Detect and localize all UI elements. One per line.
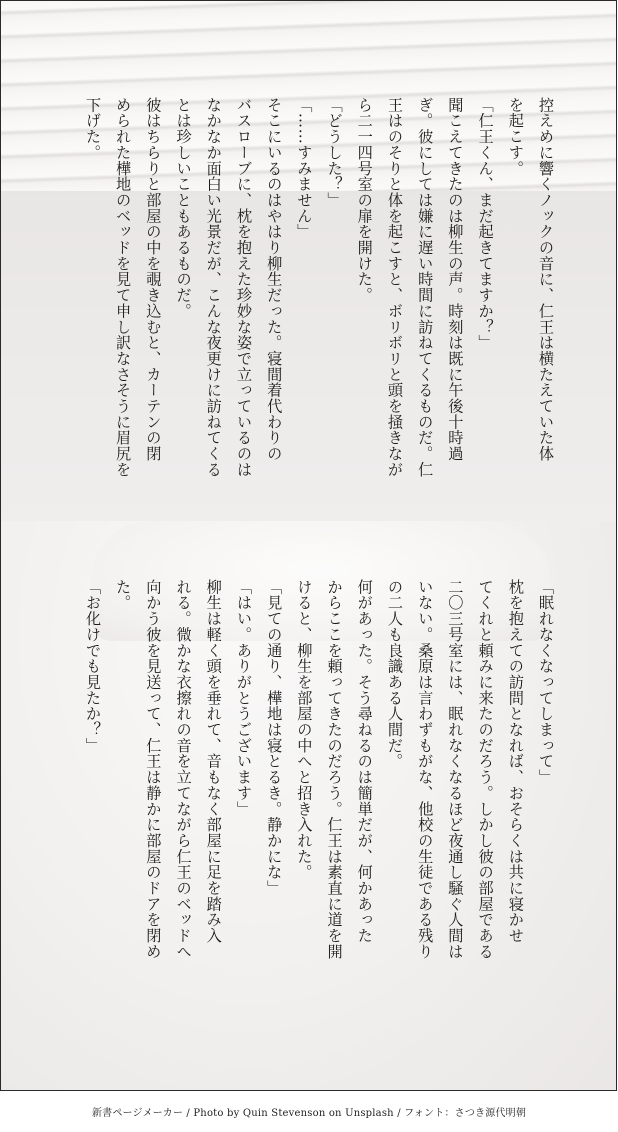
text-line: の二人も良識ある人間だ。 <box>385 579 404 770</box>
text-line: なかなか面白い光景だが、こんな夜更けに訪ねてくる <box>204 97 223 478</box>
text-line: 向かう彼を見送って、仁王は静かに部屋のドアを閉め <box>144 579 163 960</box>
text-line: 「眠れなくなってしまって」 <box>537 579 555 786</box>
lower-text-block <box>78 579 561 1039</box>
text-line: からここを頼ってきたのだろう。仁王は素直に道を開 <box>325 579 344 960</box>
text-line: 何があった。そう尋ねるのは簡単だが、何かあった <box>355 579 374 944</box>
text-line: 枕を抱えての訪問となれば、おそらくは共に寝かせ <box>506 579 525 944</box>
text-line: 「はい。ありがとうございます」 <box>234 579 253 817</box>
text-line: 「お化けでも見たか？」 <box>83 579 102 754</box>
text-line: 聞こえてきたのは柳生の声。時刻は既に午後十時過 <box>446 97 465 462</box>
upper-text-block <box>78 97 561 557</box>
vertical-text-area <box>61 97 561 1077</box>
text-line: 彼はちらりと部屋の中を覗き込むと、カーテンの閉 <box>144 97 163 462</box>
text-line: ら二一四号室の扉を開けた。 <box>355 97 374 304</box>
text-line: 「どうした？」 <box>325 97 344 208</box>
text-line: ぎ。彼にしては嫌に遅い時間に訪ねてくるものだ。仁 <box>416 97 435 478</box>
text-line: てくれと頼みに来たのだろう。しかし彼の部屋である <box>476 579 495 960</box>
text-line: 「……すみません」 <box>295 97 314 240</box>
text-line: バスローブに、枕を抱えた珍妙な姿で立っているのは <box>234 97 253 478</box>
text-line: められた樺地のベッドを見て申し訳なさそうに眉尻を <box>114 97 133 478</box>
text-line: けると、柳生を部屋の中へと招き入れた。 <box>295 579 314 881</box>
text-line: 二〇三号室には、眠れなくなるほど夜通し騒ぐ人間は <box>446 579 465 960</box>
text-line: 控えめに響くノックの音に、仁王は横たえていた体 <box>537 97 555 462</box>
text-line: 柳生は軽く頭を垂れて、音もなく部屋に足を踏み入 <box>204 579 223 944</box>
text-line: れる。微かな衣擦れの音を立てながら仁王のベッドへ <box>174 579 193 960</box>
text-line: た。 <box>114 579 133 611</box>
credit-line: 新書ページメーカー / Photo by Quin Stevenson on Unsplash / フォント：さつき源代明朝 <box>91 1108 527 1119</box>
text-line: いない。桑原は言わずもがな、他校の生徒である残り <box>416 579 435 960</box>
text-line: を起こす。 <box>506 97 525 177</box>
text-line: 王はのそりと体を起こすと、ボリボリと頭を掻きなが <box>385 97 404 478</box>
text-line: 「仁王くん、まだ起きてますか？」 <box>476 97 495 351</box>
text-line: 「見ての通り、樺地は寝とるき。静かにな」 <box>265 579 284 896</box>
text-line: 下げた。 <box>83 97 102 161</box>
text-line: とは珍しいこともあるものだ。 <box>174 97 193 319</box>
text-line: そこにいるのはやはり柳生だった。寝間着代わりの <box>265 97 284 462</box>
